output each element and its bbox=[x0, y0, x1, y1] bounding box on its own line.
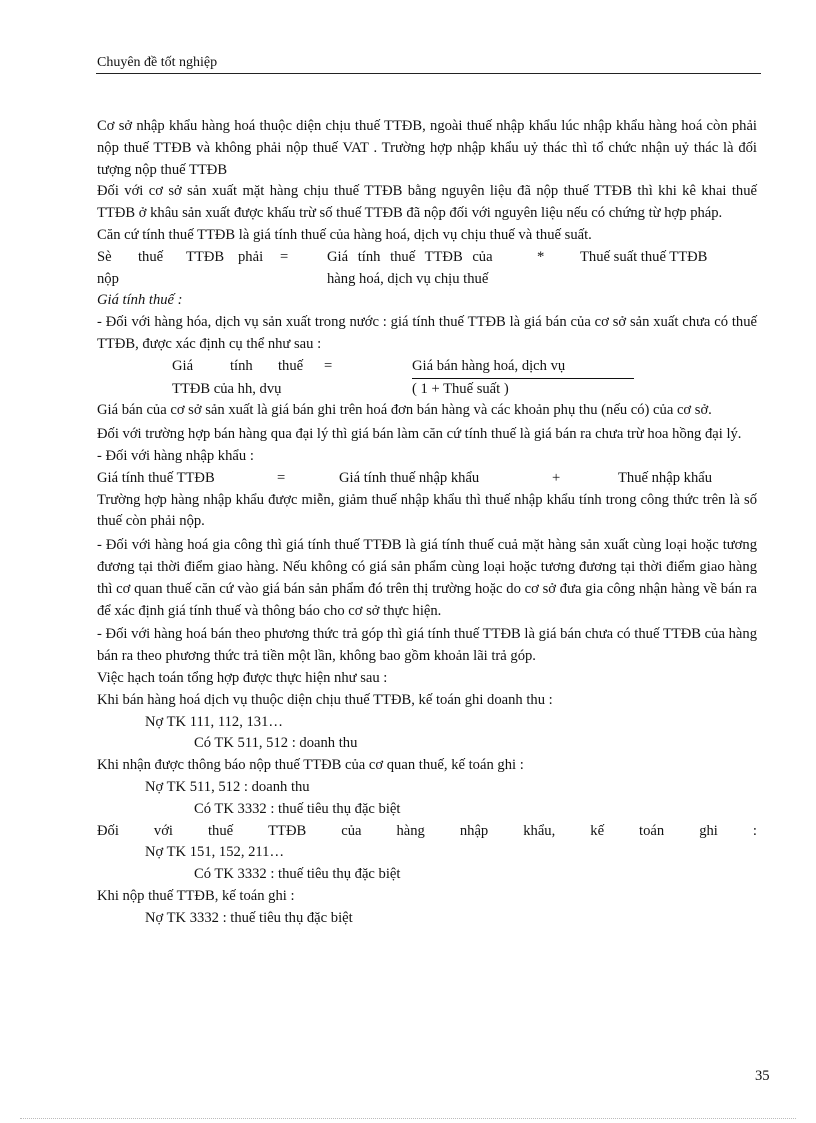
formula-word: TTĐB bbox=[186, 248, 225, 265]
header-title: Chuyên đề tốt nghiệp bbox=[97, 55, 218, 70]
formula-multiply: * bbox=[537, 248, 545, 265]
paragraph-9: - Đối với hàng hoá gia công thì giá tính thuế TTĐB là giá tính thuế cuả mặt hàng sản xuất cùng loại hoặc tương đương tại thời điểm giao hàng. Nếu không có giá sản phẩm cùng loại hoặc tương đương tại thời điểm giao hàng thì cơ quan thuế căn cứ vào giá bán sản phẩm đó trên thị trường hoặc do cơ sở đưa gia công nhận hàng về bán ra để xác định giá tính thuế và thông báo cho cơ sở thực hiện. bbox=[97, 537, 757, 619]
heading-price: Giá tính thuế : bbox=[97, 292, 183, 309]
formula-price bbox=[97, 356, 757, 401]
formula-import bbox=[97, 468, 757, 490]
formula-word: Giá bbox=[172, 357, 194, 374]
formula-tax-amount bbox=[97, 247, 757, 291]
paragraph-8: Trường hợp hàng nhập khẩu được miễn, giảm thuế nhập khẩu thì thuế nhập khẩu tính trong công thức trên là số thuế còn phải nộp. bbox=[97, 491, 757, 530]
page-body bbox=[97, 116, 757, 929]
word: toán bbox=[639, 822, 665, 839]
formula-word: thuế bbox=[138, 248, 164, 265]
word: : bbox=[752, 822, 757, 839]
entry-debit: Nợ TK 111, 112, 131… bbox=[145, 713, 283, 730]
entry-debit: Nợ TK 151, 152, 211… bbox=[145, 844, 285, 861]
word: nhập bbox=[459, 822, 489, 839]
paragraph-5: Giá bán của cơ sở sản xuất là giá bán ghi trên hoá đơn bán hàng và các khoản phụ thu (nếu có) của cơ sở. bbox=[97, 402, 712, 419]
paragraph-6: Đối với trường hợp bán hàng qua đại lý thì giá bán làm căn cứ tính thuế là giá bán ra chưa trừ hoa hồng đại lý. bbox=[97, 426, 742, 443]
paragraph-12: Khi bán hàng hoá dịch vụ thuộc diện chịu thuế TTĐB, kế toán ghi doanh thu : bbox=[97, 691, 553, 708]
formula-word: TTĐB của hh, dvụ bbox=[172, 380, 282, 397]
formula-word: Giá tính thuế TTĐB bbox=[97, 469, 215, 486]
entry-credit: Có TK 3332 : thuế tiêu thụ đặc biệt bbox=[194, 800, 401, 817]
paragraph-7: - Đối với hàng nhập khẩu : bbox=[97, 447, 254, 464]
paragraph-3: Căn cứ tính thuế TTĐB là giá tính thuế của hàng hoá, dịch vụ chịu thuế và thuế suất. bbox=[97, 226, 592, 243]
word: kế bbox=[590, 822, 605, 839]
formula-numerator: Giá bán hàng hoá, dịch vụ bbox=[412, 356, 634, 379]
paragraph-15: Khi nộp thuế TTĐB, kế toán ghi : bbox=[97, 887, 295, 904]
formula-rate: Thuế suất thuế TTĐB bbox=[580, 248, 708, 265]
word: thuế bbox=[207, 822, 234, 839]
formula-word: phải bbox=[238, 248, 264, 265]
page-number: 35 bbox=[755, 1068, 770, 1084]
word: hàng bbox=[396, 822, 425, 839]
formula-word: Thuế nhập khẩu bbox=[618, 469, 713, 486]
entry-credit: Có TK 511, 512 : doanh thu bbox=[194, 735, 358, 752]
paragraph-11: Việc hạch toán tổng hợp được thực hiện như sau : bbox=[97, 669, 388, 686]
word: khẩu, bbox=[523, 822, 556, 839]
paragraph-2: Đối với cơ sở sản xuất mặt hàng chịu thuế TTĐB bằng nguyên liệu đã nộp thuế TTĐB thì khi kê khai thuế TTĐB ở khâu sản xuất được khấu trừ số thuế TTĐB đã nộp đối với nguyên liệu nếu có chứng từ hợp pháp. bbox=[97, 183, 757, 222]
formula-word: thuế bbox=[278, 357, 304, 374]
formula-denominator: ( 1 + Thuế suất ) bbox=[412, 380, 509, 397]
paragraph-13: Khi nhận được thông báo nộp thuế TTĐB của cơ quan thuế, kế toán ghi : bbox=[97, 757, 524, 774]
word: của bbox=[341, 822, 362, 839]
word: với bbox=[153, 822, 173, 839]
paragraph-4: - Đối với hàng hóa, dịch vụ sản xuất trong nước : giá tính thuế TTĐB là giá bán của cơ sở sản xuất chưa có thuế TTĐB, được xác định cụ thể như sau : bbox=[97, 314, 757, 352]
formula-middle-2: hàng hoá, dịch vụ chịu thuế bbox=[327, 270, 489, 287]
formula-middle: Giá tính thuế TTĐB của bbox=[327, 248, 493, 265]
formula-word: Giá tính thuế nhập khẩu bbox=[339, 469, 480, 486]
formula-word: tính bbox=[230, 357, 253, 374]
header-rule bbox=[96, 73, 761, 74]
entry-debit: Nợ TK 3332 : thuế tiêu thụ đặc biệt bbox=[145, 909, 353, 926]
entry-credit: Có TK 3332 : thuế tiêu thụ đặc biệt bbox=[194, 866, 401, 883]
paragraph-1: Cơ sở nhập khẩu hàng hoá thuộc diện chịu thuế TTĐB, ngoài thuế nhập khẩu lúc nhập khẩu hàng hoá còn phải nộp thuế TTĐB và không phải nộp thuế VAT . Trường hợp nhập khẩu uỷ thác thì tổ chức nhận uỷ thác là đối tượng nộp thuế TTĐB bbox=[97, 118, 757, 178]
word: Đối bbox=[97, 822, 119, 839]
word: ghi bbox=[699, 822, 718, 839]
formula-equals: = bbox=[277, 469, 286, 486]
word: TTĐB bbox=[268, 822, 307, 839]
formula-equals: = bbox=[280, 248, 289, 265]
formula-equals: = bbox=[324, 357, 333, 374]
paragraph-10: - Đối với hàng hoá bán theo phương thức trả góp thì giá tính thuế TTĐB là giá bán chưa có thuế TTĐB của hàng bán ra theo phương thức trả tiền một lần, không bao gồm khoản lãi trả góp. bbox=[97, 626, 757, 665]
formula-word: nộp bbox=[97, 270, 119, 287]
entry-debit: Nợ TK 511, 512 : doanh thu bbox=[145, 778, 310, 795]
paragraph-14 bbox=[97, 821, 757, 843]
footer-divider bbox=[20, 1118, 796, 1119]
formula-word: Sè bbox=[97, 248, 112, 265]
formula-plus: + bbox=[552, 469, 561, 486]
